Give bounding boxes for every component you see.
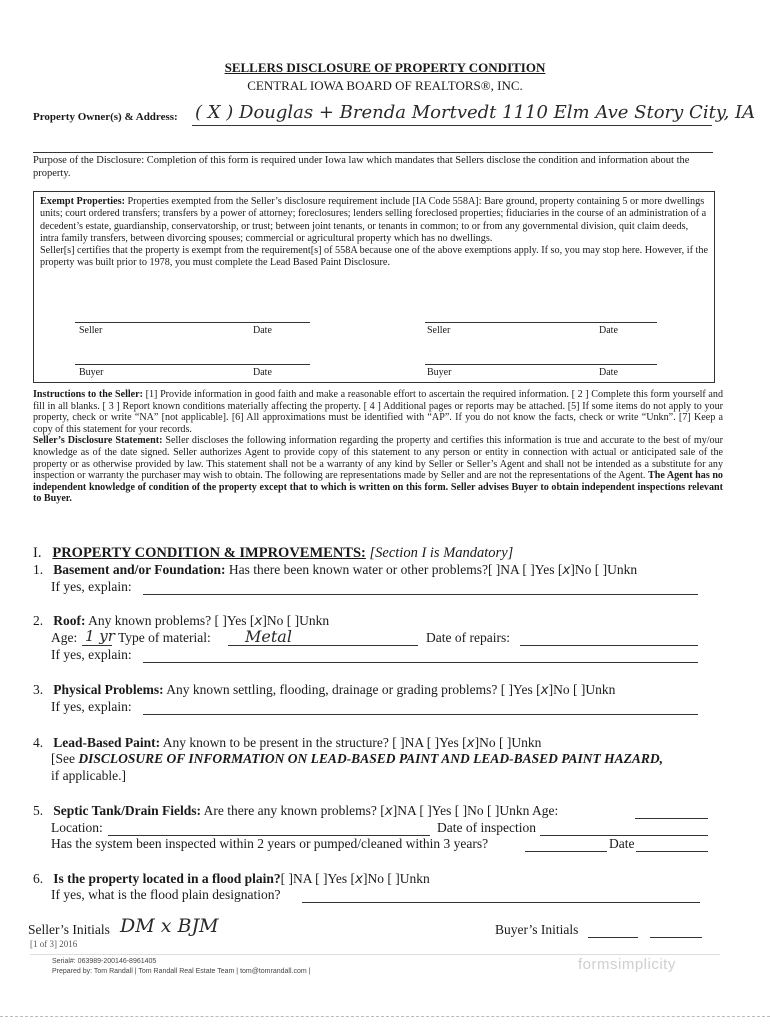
q6-text: [ ]NA [ ]Yes [ bbox=[280, 871, 356, 886]
q6-text2: ]No [ ]Unkn bbox=[363, 871, 430, 886]
q6-number: 6. bbox=[33, 871, 44, 886]
owner-address-field[interactable]: ( X ) Douglas + Brenda Mortvedt 1110 Elm Ave Story City, IA bbox=[195, 102, 756, 123]
form-subtitle: CENTRAL IOWA BOARD OF REALTORS®, INC. bbox=[247, 78, 523, 93]
q2-no-checkbox[interactable]: x bbox=[254, 613, 263, 629]
buyer-initials-field-2[interactable] bbox=[650, 937, 702, 938]
buyer-initials-field-1[interactable] bbox=[588, 937, 638, 938]
q5-date-label: Date bbox=[609, 836, 635, 851]
q6-designation-field[interactable] bbox=[302, 902, 700, 903]
q5-inspected-field[interactable] bbox=[525, 851, 607, 852]
q4-see2: if applicable.] bbox=[51, 768, 126, 783]
question-lead-paint bbox=[33, 735, 753, 752]
q2-age-value[interactable]: 1 yr bbox=[85, 627, 115, 645]
seller-signature-line-1[interactable] bbox=[75, 322, 310, 323]
q2-number: 2. bbox=[33, 613, 44, 628]
bottom-edge-line bbox=[0, 1016, 770, 1017]
q3-label: Physical Problems: bbox=[53, 682, 164, 697]
question-roof bbox=[33, 613, 753, 630]
purpose-text: Purpose of the Disclosure: Completion of this form is required under Iowa law which mandates that Sellers disclose the condition and information about the property. bbox=[33, 155, 690, 179]
q1-label: Basement and/or Foundation: bbox=[53, 562, 226, 577]
divider bbox=[33, 152, 713, 153]
q4-number: 4. bbox=[33, 735, 44, 750]
q5-age-field[interactable] bbox=[635, 818, 708, 819]
seller-label-1: Seller bbox=[79, 325, 103, 336]
q5-text2: ]NA [ ]Yes [ ]No [ ]Unkn Age: bbox=[392, 803, 559, 818]
section-heading bbox=[33, 545, 513, 562]
q2-repairs-field[interactable] bbox=[520, 645, 698, 646]
q4-no-checkbox[interactable]: x bbox=[466, 735, 475, 751]
q1-number: 1. bbox=[33, 562, 44, 577]
q1-explain-label: If yes, explain: bbox=[51, 579, 132, 594]
seller-signature-line-2[interactable] bbox=[425, 322, 657, 323]
instructions-text: [1] Provide information in good faith and make a reasonable effort to ascertain the required information. [ 2 ] Complete this form yourself and fill in all blanks. [ 3 ] Report known conditions materially affecting the property. [ 4 ] Additional pages or reports may be attached. [5] If some items do not apply to your property, check or write “NA” [not applicable]. [6] All approximations must be identified with “AP”. If you do not know the facts, check or write “Unkn”. [7] Keep a copy of this statement for your records. bbox=[33, 389, 723, 435]
q2-repairs-label: Date of repairs: bbox=[426, 630, 510, 645]
q1-text: Has there been known water or other problems?[ ]NA [ ]Yes [ bbox=[225, 562, 563, 577]
date-label-1: Date bbox=[253, 325, 272, 336]
q3-explain-label: If yes, explain: bbox=[51, 699, 132, 714]
q3-no-checkbox[interactable]: x bbox=[540, 682, 549, 698]
q3-explain-field[interactable] bbox=[143, 714, 698, 715]
section-note: [Section I is Mandatory] bbox=[365, 545, 514, 561]
buyer-initials-label: Buyer’s Initials bbox=[495, 922, 579, 937]
q4-see-note bbox=[51, 751, 751, 768]
q4-label: Lead-Based Paint: bbox=[53, 735, 161, 750]
q2-explain-label: If yes, explain: bbox=[51, 647, 132, 662]
q2-text: Any known problems? [ ]Yes [ bbox=[85, 613, 255, 628]
q3-text2: ]No [ ]Unkn bbox=[548, 682, 616, 697]
buyer-signature-line-1[interactable] bbox=[75, 364, 310, 365]
instructions-label: Instructions to the Seller: bbox=[33, 389, 143, 400]
question-physical bbox=[33, 682, 753, 699]
q2-explain-field[interactable] bbox=[143, 662, 698, 663]
q2-material-underline bbox=[228, 645, 418, 646]
q6-designation-label: If yes, what is the flood plain designation? bbox=[51, 887, 281, 902]
seller-initials-value[interactable]: DM x BJM bbox=[120, 915, 219, 937]
q6-label: Is the property located in a flood plain? bbox=[53, 871, 281, 886]
q5-text: Are there any known problems? [ bbox=[201, 803, 385, 818]
section-title: PROPERTY CONDITION & IMPROVEMENTS: bbox=[52, 545, 366, 561]
q4-text2: ]No [ ]Unkn bbox=[474, 735, 542, 750]
formsimplicity-logo: formsimplicity bbox=[578, 956, 676, 973]
q2-age-label: Age: bbox=[51, 630, 78, 645]
q5-number: 5. bbox=[33, 803, 44, 818]
form-title: SELLERS DISCLOSURE OF PROPERTY CONDITION bbox=[224, 60, 546, 75]
q5-date-field[interactable] bbox=[636, 851, 708, 852]
exempt-label: Exempt Properties: bbox=[40, 196, 125, 207]
seller-initials-label: Seller’s Initials bbox=[28, 922, 110, 937]
prepared-by: Prepared by: Tom Randall | Tom Randall Real Estate Team | tom@tomrandall.com | bbox=[52, 968, 311, 975]
q3-number: 3. bbox=[33, 682, 44, 697]
q4-text: Any known to be present in the structure? [ ]NA [ ]Yes [ bbox=[160, 735, 467, 750]
q6-no-checkbox[interactable]: x bbox=[355, 871, 364, 887]
owner-label: Property Owner(s) & Address: bbox=[33, 111, 178, 123]
question-basement bbox=[33, 562, 753, 579]
seller-label-2: Seller bbox=[427, 325, 451, 336]
date-label-4: Date bbox=[599, 367, 618, 378]
owner-underline bbox=[192, 125, 712, 126]
q1-text2: ]No [ ]Unkn bbox=[570, 562, 638, 577]
instructions bbox=[33, 389, 723, 505]
q2-text2: ]No [ ]Unkn bbox=[262, 613, 330, 628]
q4-see-bold: DISCLOSURE OF INFORMATION ON LEAD-BASED PAINT AND LEAD-BASED PAINT HAZARD, bbox=[78, 751, 663, 766]
q1-explain-field[interactable] bbox=[143, 594, 698, 595]
section-number: I. bbox=[33, 545, 42, 561]
q5-location-label: Location: bbox=[51, 820, 103, 835]
q2-age-underline bbox=[82, 645, 112, 646]
q1-no-checkbox[interactable]: x bbox=[562, 562, 571, 578]
buyer-signature-line-2[interactable] bbox=[425, 364, 657, 365]
q3-text: Any known settling, flooding, drainage or grading problems? [ ]Yes [ bbox=[163, 682, 541, 697]
statement-label: Seller’s Disclosure Statement: bbox=[33, 435, 163, 447]
footer-divider bbox=[30, 954, 720, 955]
q5-inspected-question: Has the system been inspected within 2 years or pumped/cleaned within 3 years? bbox=[51, 836, 489, 851]
q4-see: [See bbox=[51, 751, 79, 766]
page-number: [1 of 3] 2016 bbox=[30, 939, 78, 949]
q2-material-label: Type of material: bbox=[118, 630, 211, 645]
exempt-body: Properties exempted from the Seller’s disclosure requirement include [IA Code 558A]: Bare ground, property containing 5 or more dwellings units; court ordered transfers; transfers by a power of attorney; foreclosures; lenders selling foreclosed properties; fiduciaries in the course of an administration of a decedent’s estate, guardianship, conservatorship, or trust; between joint tenants, or tenants in common; to or from any governmental division, quit claim deeds, intra family transfers, between divorcing spouses; commercial or agricultural property which has no dwellings. bbox=[40, 196, 707, 244]
exempt-text bbox=[40, 196, 708, 270]
serial-number: Serial#: 063989-200146-8961405 bbox=[52, 958, 157, 965]
buyer-label-1: Buyer bbox=[79, 367, 104, 378]
q5-na-checkbox[interactable]: x bbox=[384, 803, 393, 819]
statement-bold: The Agent has no independent knowledge of condition of the property except that to which is written on this form. Seller advises Buyer to obtain independent inspections relevant to Buyer. bbox=[33, 470, 723, 505]
date-label-3: Date bbox=[253, 367, 272, 378]
exempt-certify: Seller[s] certifies that the property is exempt from the requirement[s] of 558A because one of the above exemptions apply. If so, you may stop here. However, if the property was built prior to 1978, you must complete the Lead Based Paint Disclosure. bbox=[40, 245, 708, 269]
question-flood bbox=[33, 871, 753, 888]
q5-label: Septic Tank/Drain Fields: bbox=[53, 803, 202, 818]
q2-label: Roof: bbox=[53, 613, 86, 628]
statement-text: Seller discloses the following information regarding the property and certifies this information is true and accurate to the best of my/our knowledge as of the date signed. Seller authorizes Agent to provide copy of this statement to any person or entity in connection with actual or anticipated sale of the property or as otherwise provided by law. This statement shall not be a warranty of any kind by Seller or Seller’s Agent and shall not be intended as a substitute for any inspection or warranty the purchaser may wish to obtain. The following are representations made by Seller and are not the representations of the Agent. bbox=[33, 435, 723, 482]
buyer-label-2: Buyer bbox=[427, 367, 452, 378]
date-label-2: Date bbox=[599, 325, 618, 336]
q5-inspection-label: Date of inspection bbox=[437, 820, 536, 835]
q2-material-value[interactable]: Metal bbox=[245, 627, 292, 646]
